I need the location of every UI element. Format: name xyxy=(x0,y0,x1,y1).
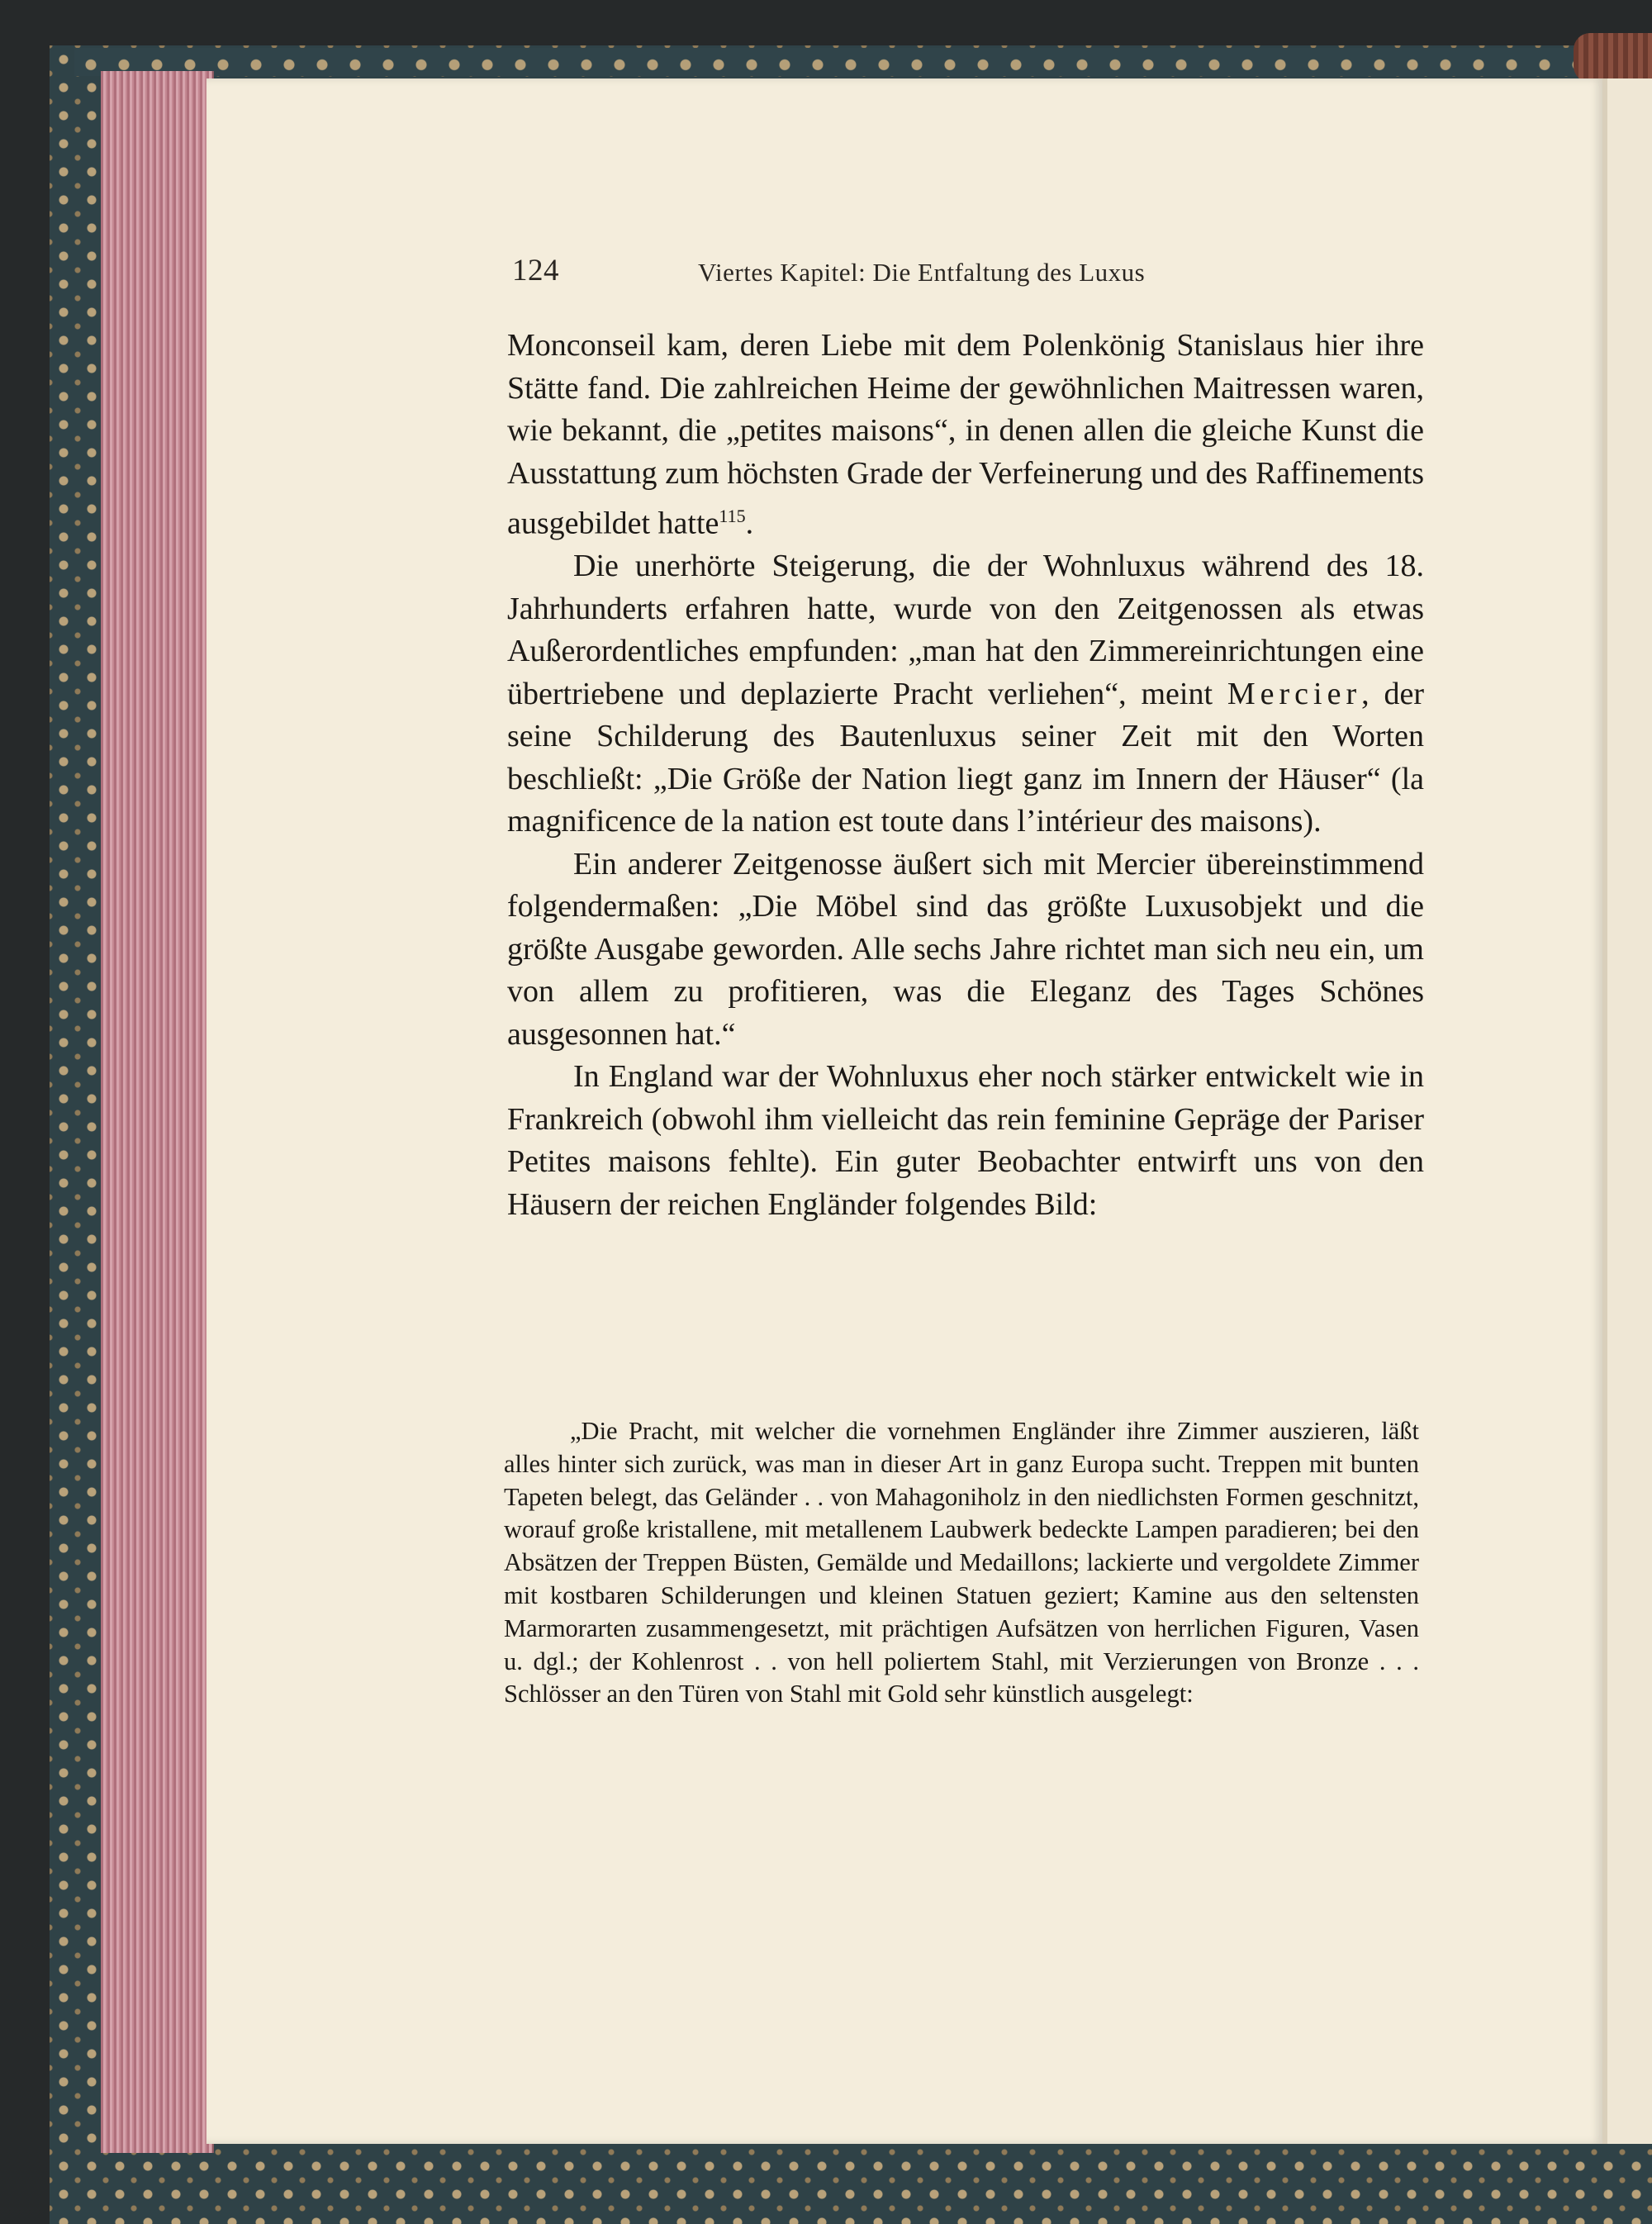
quote-text: „Die Pracht, mit welcher die vornehmen Engländer ihre Zimmer auszieren, läßt alles hinter sich zurück, was man in dieser Art in ganz Europa sucht. Treppen mit bunten Tapeten belegt, das Geländer . . von Mahagoniholz in den niedlichsten Formen geschnitzt, worauf große kristallene, mit metallenem Laubwerk bedeckte Lampen paradieren; bei den Absätzen der Treppen Büsten, Gemälde und Medaillons; lackierte und vergoldete Zimmer mit kostbaren Schilderungen und kleinen Statuen geziert; Kamine aus den seltensten Marmorarten zusammengesetzt, mit prächtigen Aufsätzen von herrlichen Figuren, Vasen u. dgl.; der Kohlenrost . . von hell poliertem Stahl, mit Verzierungen von Bronze . . . Schlösser an den Türen von Stahl mit Gold sehr künstlich ausgelegt: xyxy=(504,1417,1419,1708)
facing-page-edge xyxy=(1602,78,1652,2144)
footnote-ref: 115 xyxy=(719,506,746,526)
paragraph-4: In England war der Wohnluxus eher noch stärker entwickelt wie in Frankreich (obwohl ihm vielleicht das rein feminine Gepräge der Pariser Petites maisons fehlte). Ein guter Beobachter entwirft uns von den Häusern der reichen Engländer folgendes Bild: xyxy=(507,1059,1424,1222)
running-title: Viertes Kapitel: Die Entfaltung des Luxus xyxy=(698,258,1146,287)
paragraph-1-end: . xyxy=(745,506,754,541)
paragraph-2-text-a: Die unerhörte Steigerung, die der Wohnluxus während des 18. Jahrhunderts erfahren hatte, wurde von den Zeitgenossen als etwas Außerordentliches empfunden: „man hat den Zimmereinrichtungen eine übertriebene und deplazierte Pracht verliehen“, meint xyxy=(507,549,1424,711)
paragraph-3: Ein anderer Zeitgenosse äußert sich mit Mercier übereinstimmend folgendermaßen: „Die Möbel sind das größte Luxusobjekt und die größte Ausgabe geworden. Alle sechs Jahre richtet man sich neu ein, um von allem zu profitieren, was die Eleganz des Tages Schönes ausgesonnen hat.“ xyxy=(507,846,1424,1052)
page-number: 124 xyxy=(512,254,559,288)
paragraph-1-text: Monconseil kam, deren Liebe mit dem Polenkönig Stanislaus hier ihre Stätte fand. Die zahlreichen Heime der gewöhnlichen Maitressen waren, wie bekannt, die „petites maisons“, in denen allen die gleiche Kunst die Ausstattung zum höchsten Grade der Verfeinerung und des Raffinements ausgebildet hatte xyxy=(507,328,1424,541)
bookmark-ribbon xyxy=(1574,33,1652,83)
page-edges xyxy=(101,71,214,2153)
paragraph-1 xyxy=(507,325,1424,545)
author-name-mercier: Mercier xyxy=(1227,676,1362,711)
block-quote xyxy=(504,1415,1419,1711)
body-text xyxy=(507,325,1424,1226)
paragraph-2-text-b: , der seine Schilderung des Bautenluxus seiner Zeit mit den Worten beschließt: „Die Größe der Nation liegt ganz im Innern der Häuser“ (la magnificence de la nation est toute dans l’intérieur des maisons). xyxy=(507,676,1424,839)
paragraph-2 xyxy=(507,545,1424,844)
cover-pattern-top xyxy=(74,48,1652,76)
